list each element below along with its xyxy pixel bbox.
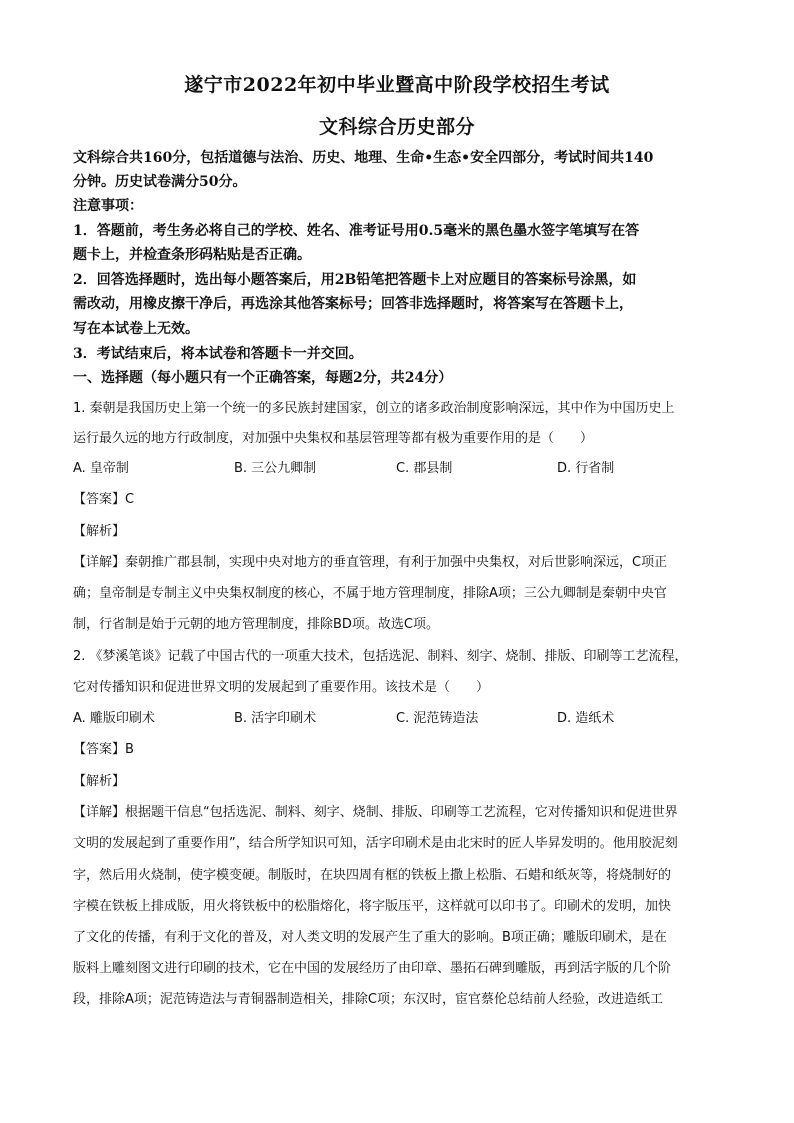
notice-line: 写在本试卷上无效。 [73,321,199,337]
intro-line: 分钟。历史试卷满分50分。 [73,174,247,190]
section-heading: 一、选择题（每小题只有一个正确答案，每题2分，共24分） [73,370,453,386]
detail-line: 文明的发展起到了重要作用”，结合所学知识可知，活字印刷术是由北宋时的匠人毕昇发明的。他用胶泥刻 [73,836,678,851]
question-2-stem: 它对传播知识和促进世界文明的发展起到了重要作用。该技术是（ ） [73,680,490,695]
analysis-label: 【解析】 [73,524,126,539]
question-2-stem: 2. 《梦溪笔谈》记载了中国古代的一项重大技术，包括选泥、制料、刻字、烧制、排版、印刷等工艺流程， [73,649,688,664]
question-1-stem: 运行最久远的地方行政制度，对加强中央集权和基层管理等都有极为重要作用的是（ ） [73,431,594,446]
option-c: C. 郡县制 [396,461,453,476]
option-d: D. 行省制 [557,461,615,476]
notice-line: 需改动，用橡皮擦干净后，再选涂其他答案标号；回答非选择题时，将答案写在答题卡上， [73,296,633,312]
option-b: B. 三公九卿制 [234,461,317,476]
analysis-label: 【解析】 [73,774,126,789]
detail-line: 字模在铁板上排成版，用火将铁板中的松脂熔化，将字版压平，这样就可以印书了。印刷术的发明，加快 [73,899,672,914]
option-a: A. 皇帝制 [73,461,129,476]
detail-line: 【详解】根据题干信息“包括选泥、制料、刻字、烧制、排版、印刷等工艺流程，它对传播知识和促进世界 [73,805,678,820]
option-c: C. 泥范铸造法 [396,711,479,726]
option-d: D. 造纸术 [557,711,615,726]
detail-line: 版料上雕刻图文进行印刷的技术，它在中国的发展经历了由印章、墨拓石碑到雕版，再到活字版的几个阶 [73,961,672,976]
answer-label: 【答案】C [73,492,135,507]
option-a: A. 雕版印刷术 [73,711,155,726]
detail-line: 段，排除A项；泥范铸造法与青铜器制造相关，排除C项；东汉时，宦官蔡伦总结前人经验，改进造纸工 [73,992,663,1007]
notice-line: 1．答题前，考生务必将自己的学校、姓名、准考证号用0.5毫米的黑色墨水签字笔填写在答 [73,223,640,239]
option-b: B. 活字印刷术 [234,711,317,726]
notice-line: 3．考试结束后，将本试卷和答题卡一并交回。 [73,346,363,362]
detail-line: 确；皇帝制是专制主义中央集权制度的核心，不属于地方管理制度，排除A项；三公九卿制是秦朝中央官 [73,586,667,601]
page-subtitle: 文科综合历史部分 [318,116,475,138]
question-1-stem: 1. 秦朝是我国历史上第一个统一的多民族封建国家，创立的诸多政治制度影响深远，其中作为中国历史上 [73,401,675,416]
detail-line: 字，然后用火烧制，使字模变硬。制版时，在块四周有框的铁板上撒上松脂、石蜡和纸灰等，将烧制好的 [73,868,672,883]
notice-heading: 注意事项： [73,198,143,214]
notice-line: 题卡上，并检查条形码粘贴是否正确。 [73,247,311,263]
detail-line: 【详解】秦朝推广郡县制，实现中央对地方的垂直管理，有利于加强中央集权，对后世影响深远，C项正 [73,555,668,570]
notice-line: 2．回答选择题时，选出每小题答案后，用2B铅笔把答题卡上对应题目的答案标号涂黑，如 [73,272,637,288]
page-title: 遂宁市2022年初中毕业暨高中阶段学校招生考试 [184,74,610,96]
intro-line: 文科综合共160分，包括道德与法治、历史、地理、生命•生态•安全四部分，考试时间共140 [73,150,654,166]
detail-line: 制，行省制是始于元朝的地方管理制度，排除BD项。故选C项。 [73,617,440,632]
answer-label: 【答案】B [73,742,134,757]
detail-line: 了文化的传播，有利于文化的普及，对人类文明的发展产生了重大的影响。B项正确；雕版印刷术，是在 [73,930,667,945]
